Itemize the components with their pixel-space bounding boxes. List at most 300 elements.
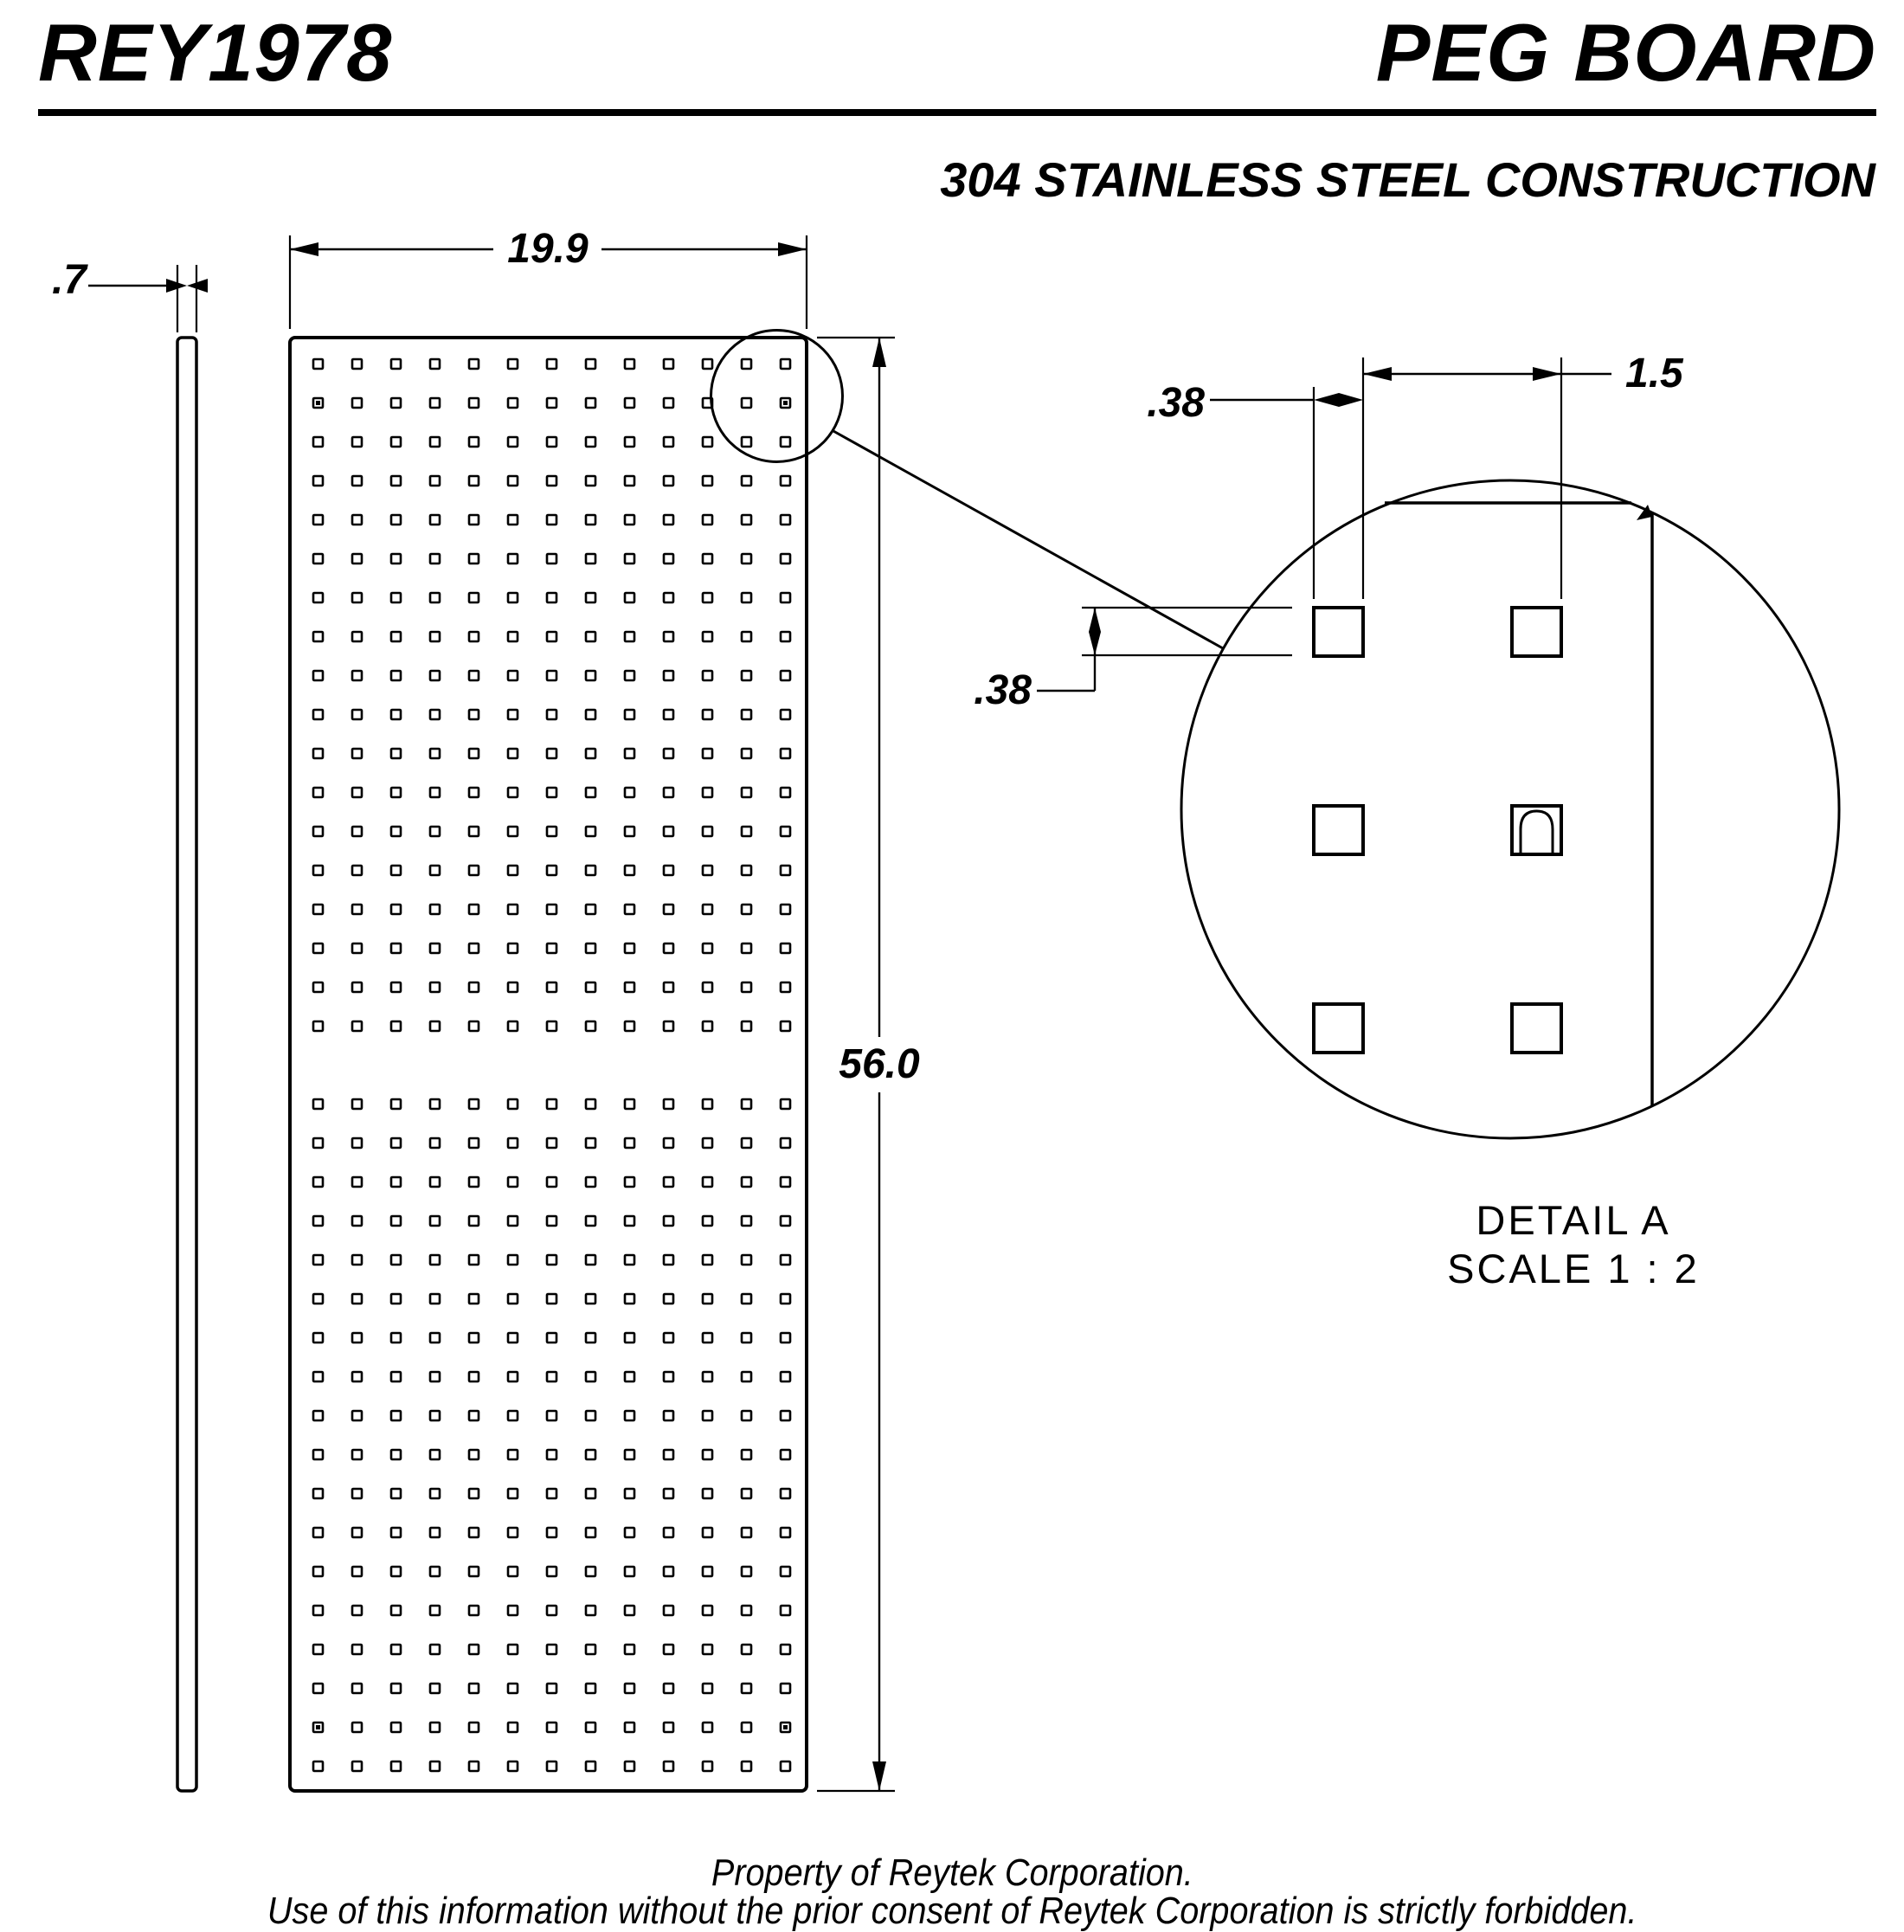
peg-hole bbox=[547, 1099, 556, 1109]
peg-hole bbox=[391, 866, 401, 875]
peg-hole bbox=[703, 1489, 712, 1498]
peg-hole bbox=[742, 1528, 751, 1537]
footer-line-1-text: Property of Reytek Corporation. bbox=[711, 1852, 1193, 1894]
peg-hole bbox=[703, 943, 712, 953]
peg-hole bbox=[586, 1294, 595, 1304]
peg-hole bbox=[313, 1528, 323, 1537]
peg-hole bbox=[781, 788, 790, 797]
peg-hole bbox=[742, 1606, 751, 1615]
peg-hole bbox=[391, 1606, 401, 1615]
mounting-hole-mark bbox=[316, 1725, 320, 1729]
peg-hole bbox=[313, 476, 323, 486]
peg-hole bbox=[664, 1489, 673, 1498]
peg-hole bbox=[352, 1411, 362, 1420]
peg-hole bbox=[547, 1216, 556, 1226]
peg-hole bbox=[430, 1684, 440, 1693]
peg-hole bbox=[469, 632, 479, 641]
peg-hole bbox=[430, 1528, 440, 1537]
peg-hole bbox=[508, 1021, 518, 1031]
peg-hole bbox=[352, 437, 362, 447]
peg-hole bbox=[625, 1177, 634, 1187]
peg-hole bbox=[703, 632, 712, 641]
peg-hole bbox=[352, 515, 362, 525]
peg-hole bbox=[742, 554, 751, 564]
peg-hole bbox=[625, 943, 634, 953]
peg-hole bbox=[664, 671, 673, 680]
peg-hole bbox=[703, 710, 712, 719]
peg-hole bbox=[781, 1489, 790, 1498]
peg-hole bbox=[664, 1411, 673, 1420]
peg-hole bbox=[352, 788, 362, 797]
peg-hole bbox=[313, 1489, 323, 1498]
peg-hole bbox=[781, 1411, 790, 1420]
peg-hole bbox=[625, 788, 634, 797]
peg-hole bbox=[430, 1333, 440, 1343]
peg-hole bbox=[586, 1021, 595, 1031]
peg-hole bbox=[742, 1177, 751, 1187]
peg-hole bbox=[703, 359, 712, 369]
peg-hole bbox=[352, 1645, 362, 1654]
peg-hole bbox=[625, 1723, 634, 1732]
peg-hole bbox=[586, 749, 595, 758]
peg-hole bbox=[547, 1723, 556, 1732]
peg-hole bbox=[547, 1255, 556, 1265]
peg-hole bbox=[742, 437, 751, 447]
peg-hole bbox=[508, 1761, 518, 1771]
peg-hole bbox=[625, 1567, 634, 1576]
peg-hole bbox=[352, 1333, 362, 1343]
peg-hole bbox=[547, 1177, 556, 1187]
peg-hole bbox=[430, 1567, 440, 1576]
peg-hole bbox=[391, 554, 401, 564]
peg-hole bbox=[664, 1294, 673, 1304]
peg-hole bbox=[742, 1489, 751, 1498]
peg-hole bbox=[469, 1567, 479, 1576]
peg-hole bbox=[742, 1021, 751, 1031]
peg-hole bbox=[313, 905, 323, 914]
peg-hole bbox=[469, 1294, 479, 1304]
peg-hole bbox=[781, 1177, 790, 1187]
peg-hole bbox=[781, 1684, 790, 1693]
peg-hole bbox=[313, 982, 323, 992]
peg-hole bbox=[430, 515, 440, 525]
peg-hole bbox=[781, 1021, 790, 1031]
peg-hole bbox=[391, 1645, 401, 1654]
peg-hole bbox=[703, 1138, 712, 1148]
peg-hole bbox=[313, 1606, 323, 1615]
peg-hole bbox=[430, 1294, 440, 1304]
peg-hole bbox=[352, 1216, 362, 1226]
peg-hole bbox=[430, 749, 440, 758]
peg-hole bbox=[703, 1216, 712, 1226]
peg-hole bbox=[313, 1099, 323, 1109]
peg-hole bbox=[586, 515, 595, 525]
peg-hole bbox=[742, 671, 751, 680]
peg-hole bbox=[508, 398, 518, 408]
peg-hole bbox=[547, 1489, 556, 1498]
peg-hole bbox=[742, 1684, 751, 1693]
peg-hole bbox=[586, 710, 595, 719]
peg-hole bbox=[781, 1099, 790, 1109]
peg-hole bbox=[742, 359, 751, 369]
peg-hole bbox=[703, 1333, 712, 1343]
peg-hole bbox=[664, 632, 673, 641]
peg-hole bbox=[469, 1333, 479, 1343]
peg-hole bbox=[625, 1333, 634, 1343]
peg-hole bbox=[469, 1450, 479, 1459]
peg-hole bbox=[625, 827, 634, 836]
peg-hole bbox=[664, 1528, 673, 1537]
detail-scale-label: SCALE 1 : 2 bbox=[1447, 1246, 1700, 1291]
peg-hole bbox=[391, 1372, 401, 1381]
peg-hole bbox=[547, 476, 556, 486]
peg-hole bbox=[430, 1138, 440, 1148]
peg-hole bbox=[664, 982, 673, 992]
peg-hole bbox=[508, 982, 518, 992]
peg-hole bbox=[625, 1294, 634, 1304]
peg-hole bbox=[781, 515, 790, 525]
peg-hole bbox=[703, 866, 712, 875]
peg-hole bbox=[703, 905, 712, 914]
peg-hole bbox=[547, 671, 556, 680]
peg-hole bbox=[352, 359, 362, 369]
peg-hole bbox=[703, 1761, 712, 1771]
peg-hole bbox=[313, 943, 323, 953]
peg-hole bbox=[625, 359, 634, 369]
peg-hole bbox=[391, 1099, 401, 1109]
peg-hole bbox=[391, 827, 401, 836]
peg-hole bbox=[430, 476, 440, 486]
peg-hole bbox=[625, 1138, 634, 1148]
peg-hole bbox=[469, 593, 479, 602]
peg-hole bbox=[547, 866, 556, 875]
peg-hole bbox=[508, 554, 518, 564]
peg-hole bbox=[508, 1606, 518, 1615]
peg-hole bbox=[430, 437, 440, 447]
peg-hole bbox=[508, 1333, 518, 1343]
peg-hole bbox=[547, 437, 556, 447]
peg-hole bbox=[508, 1255, 518, 1265]
peg-hole bbox=[664, 1333, 673, 1343]
peg-hole bbox=[586, 1761, 595, 1771]
peg-hole bbox=[508, 1177, 518, 1187]
peg-hole bbox=[469, 437, 479, 447]
peg-hole bbox=[391, 632, 401, 641]
peg-hole bbox=[625, 632, 634, 641]
detail-leader-line bbox=[833, 431, 1223, 648]
peg-hole bbox=[664, 1761, 673, 1771]
peg-hole bbox=[313, 1294, 323, 1304]
peg-hole bbox=[313, 671, 323, 680]
peg-hole bbox=[352, 1372, 362, 1381]
peg-hole bbox=[313, 1372, 323, 1381]
peg-hole bbox=[313, 788, 323, 797]
peg-hole bbox=[781, 1294, 790, 1304]
peg-hole bbox=[391, 437, 401, 447]
peg-hole bbox=[313, 1684, 323, 1693]
peg-hole bbox=[586, 1528, 595, 1537]
peg-hole bbox=[703, 515, 712, 525]
peg-hole bbox=[742, 632, 751, 641]
peg-hole bbox=[508, 905, 518, 914]
peg-hole bbox=[313, 1761, 323, 1771]
peg-hole bbox=[703, 1411, 712, 1420]
peg-hole bbox=[469, 788, 479, 797]
peg-hole bbox=[781, 476, 790, 486]
peg-hole bbox=[664, 1450, 673, 1459]
peg-hole bbox=[391, 476, 401, 486]
peg-hole bbox=[469, 982, 479, 992]
peg-hole bbox=[430, 710, 440, 719]
peg-hole bbox=[742, 1723, 751, 1732]
peg-hole bbox=[469, 1761, 479, 1771]
peg-hole bbox=[469, 1645, 479, 1654]
peg-hole bbox=[781, 1761, 790, 1771]
peg-hole bbox=[508, 1099, 518, 1109]
peg-hole bbox=[430, 866, 440, 875]
peg-hole bbox=[625, 710, 634, 719]
peg-hole bbox=[547, 1450, 556, 1459]
peg-hole bbox=[742, 1333, 751, 1343]
peg-hole bbox=[430, 1645, 440, 1654]
peg-hole bbox=[586, 1138, 595, 1148]
peg-hole bbox=[391, 982, 401, 992]
peg-hole bbox=[586, 943, 595, 953]
peg-hole bbox=[781, 632, 790, 641]
peg-hole bbox=[703, 1255, 712, 1265]
peg-hole bbox=[703, 1177, 712, 1187]
peg-hole bbox=[664, 1372, 673, 1381]
peg-hole bbox=[703, 1099, 712, 1109]
detail-hole-height-label: .38 bbox=[974, 667, 1032, 713]
peg-hole bbox=[625, 1411, 634, 1420]
peg-hole bbox=[586, 1099, 595, 1109]
peg-hole bbox=[352, 982, 362, 992]
peg-hole bbox=[703, 554, 712, 564]
peg-hole bbox=[508, 866, 518, 875]
peg-hole bbox=[586, 437, 595, 447]
peg-hole bbox=[508, 359, 518, 369]
footer-line-2-text: Use of this information without the prior consent of Reytek Corporation is strictly forbidden. bbox=[267, 1890, 1637, 1932]
peg-hole bbox=[781, 1567, 790, 1576]
peg-hole bbox=[391, 905, 401, 914]
peg-hole bbox=[625, 1684, 634, 1693]
peg-hole bbox=[547, 1528, 556, 1537]
peg-hole bbox=[664, 866, 673, 875]
peg-hole bbox=[781, 1372, 790, 1381]
peg-hole bbox=[781, 866, 790, 875]
peg-hole bbox=[664, 1138, 673, 1148]
peg-hole bbox=[664, 398, 673, 408]
peg-hole bbox=[508, 632, 518, 641]
peg-hole bbox=[625, 866, 634, 875]
peg-hole bbox=[742, 788, 751, 797]
peg-hole bbox=[313, 1255, 323, 1265]
peg-hole bbox=[469, 1216, 479, 1226]
peg-hole bbox=[547, 1333, 556, 1343]
peg-hole bbox=[430, 943, 440, 953]
peg-hole bbox=[508, 1528, 518, 1537]
peg-hole bbox=[625, 1021, 634, 1031]
peg-hole bbox=[352, 1138, 362, 1148]
peg-hole bbox=[664, 1255, 673, 1265]
peg-hole bbox=[391, 1450, 401, 1459]
footer-line-1 bbox=[0, 1854, 1904, 1892]
peg-hole bbox=[469, 1021, 479, 1031]
peg-hole bbox=[508, 1684, 518, 1693]
peg-hole bbox=[508, 671, 518, 680]
peg-hole bbox=[352, 1567, 362, 1576]
peg-hole bbox=[547, 749, 556, 758]
peg-hole bbox=[391, 1567, 401, 1576]
peg-hole bbox=[313, 1450, 323, 1459]
peg-hole bbox=[313, 827, 323, 836]
peg-hole bbox=[352, 593, 362, 602]
peg-hole bbox=[391, 359, 401, 369]
peg-hole bbox=[547, 827, 556, 836]
peg-hole bbox=[664, 1099, 673, 1109]
peg-hole bbox=[703, 1021, 712, 1031]
peg-hole bbox=[742, 710, 751, 719]
peg-hole bbox=[781, 1645, 790, 1654]
peg-hole bbox=[352, 1021, 362, 1031]
peg-hole bbox=[742, 905, 751, 914]
peg-hole bbox=[625, 1645, 634, 1654]
peg-hole bbox=[391, 749, 401, 758]
peg-hole bbox=[313, 437, 323, 447]
peg-hole bbox=[742, 1099, 751, 1109]
peg-hole bbox=[664, 1684, 673, 1693]
peg-hole bbox=[469, 1411, 479, 1420]
peg-hole bbox=[781, 982, 790, 992]
peg-hole bbox=[469, 749, 479, 758]
peg-hole bbox=[391, 1489, 401, 1498]
peg-hole bbox=[547, 788, 556, 797]
peg-hole bbox=[586, 1606, 595, 1615]
peg-hole bbox=[352, 671, 362, 680]
peg-hole bbox=[586, 593, 595, 602]
peg-hole bbox=[469, 905, 479, 914]
peg-hole bbox=[703, 437, 712, 447]
peg-hole bbox=[586, 1567, 595, 1576]
material-note: 304 STAINLESS STEEL CONSTRUCTION bbox=[940, 152, 1875, 207]
peg-hole bbox=[508, 1567, 518, 1576]
peg-hole bbox=[586, 1645, 595, 1654]
peg-hole bbox=[586, 827, 595, 836]
peg-hole bbox=[313, 515, 323, 525]
peg-hole bbox=[469, 359, 479, 369]
peg-hole bbox=[469, 943, 479, 953]
peg-hole bbox=[547, 1021, 556, 1031]
peg-hole bbox=[430, 905, 440, 914]
peg-hole bbox=[391, 1294, 401, 1304]
peg-hole bbox=[547, 1372, 556, 1381]
header-divider bbox=[38, 109, 1876, 116]
peg-hole bbox=[430, 1450, 440, 1459]
peg-hole bbox=[352, 1723, 362, 1732]
peg-hole bbox=[742, 515, 751, 525]
peg-hole bbox=[625, 1216, 634, 1226]
peg-hole bbox=[352, 1606, 362, 1615]
peg-hole bbox=[313, 749, 323, 758]
peg-hole bbox=[430, 827, 440, 836]
peg-hole bbox=[703, 671, 712, 680]
peg-hole bbox=[781, 1255, 790, 1265]
peg-hole bbox=[586, 476, 595, 486]
peg-hole bbox=[742, 1450, 751, 1459]
peg-hole bbox=[313, 1567, 323, 1576]
peg-hole bbox=[586, 982, 595, 992]
peg-hole bbox=[547, 1761, 556, 1771]
peg-hole bbox=[586, 1372, 595, 1381]
peg-hole bbox=[547, 515, 556, 525]
peg-hole bbox=[781, 1216, 790, 1226]
peg-hole bbox=[781, 710, 790, 719]
peg-hole bbox=[625, 671, 634, 680]
peg-hole bbox=[391, 1255, 401, 1265]
peg-hole bbox=[430, 1761, 440, 1771]
drawing-title: PEG BOARD bbox=[1375, 7, 1876, 98]
peg-hole bbox=[586, 359, 595, 369]
peg-hole bbox=[586, 632, 595, 641]
peg-hole bbox=[742, 982, 751, 992]
peg-hole bbox=[469, 1372, 479, 1381]
peg-hole bbox=[781, 1450, 790, 1459]
peg-hole bbox=[352, 1489, 362, 1498]
peg-hole bbox=[313, 710, 323, 719]
peg-hole bbox=[625, 982, 634, 992]
peg-hole bbox=[664, 788, 673, 797]
peg-hole bbox=[586, 671, 595, 680]
peg-hole bbox=[352, 1528, 362, 1537]
peg-hole bbox=[430, 1723, 440, 1732]
peg-hole bbox=[742, 1372, 751, 1381]
peg-hole bbox=[781, 827, 790, 836]
peg-hole bbox=[703, 827, 712, 836]
detail-label: DETAIL A bbox=[1476, 1197, 1671, 1243]
peg-hole bbox=[586, 905, 595, 914]
peg-hole bbox=[742, 1411, 751, 1420]
peg-hole bbox=[742, 1255, 751, 1265]
peg-hole bbox=[430, 359, 440, 369]
peg-hole bbox=[625, 1528, 634, 1537]
peg-hole bbox=[664, 593, 673, 602]
peg-hole bbox=[625, 1099, 634, 1109]
peg-hole bbox=[703, 1567, 712, 1576]
peg-hole bbox=[742, 1294, 751, 1304]
peg-hole bbox=[469, 827, 479, 836]
peg-hole bbox=[703, 593, 712, 602]
peg-hole bbox=[391, 710, 401, 719]
peg-hole bbox=[352, 1177, 362, 1187]
thickness-label: .7 bbox=[51, 257, 87, 303]
peg-hole bbox=[391, 1333, 401, 1343]
peg-hole bbox=[781, 1333, 790, 1343]
peg-hole bbox=[547, 554, 556, 564]
peg-hole bbox=[586, 554, 595, 564]
detail-pitch-label: 1.5 bbox=[1625, 351, 1683, 396]
peg-hole bbox=[586, 1684, 595, 1693]
peg-hole bbox=[742, 866, 751, 875]
peg-hole bbox=[352, 1684, 362, 1693]
peg-hole bbox=[547, 359, 556, 369]
peg-hole bbox=[508, 476, 518, 486]
peg-hole bbox=[313, 554, 323, 564]
peg-hole bbox=[781, 943, 790, 953]
peg-hole bbox=[547, 1411, 556, 1420]
peg-hole bbox=[664, 1723, 673, 1732]
peg-hole bbox=[547, 1684, 556, 1693]
